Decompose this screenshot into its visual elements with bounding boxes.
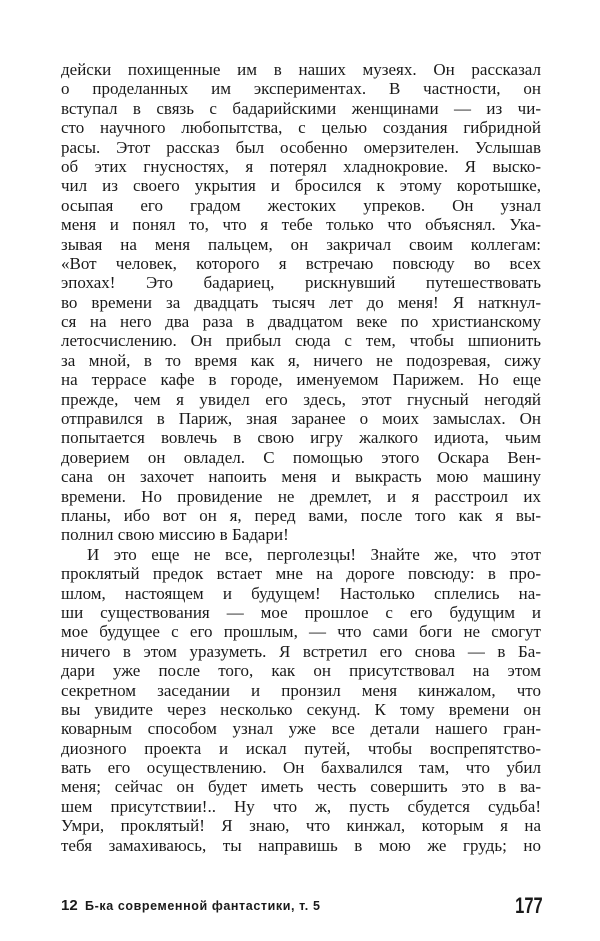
text-line: планы, ибо вот он я, перед вами, после того как я вы- [61, 505, 541, 525]
text-line: времени. Но провидение не дремлет, и я расстроил их [61, 486, 541, 506]
text-line: эпохах! Это бадариец, рискнувший путешествовать [61, 273, 541, 293]
text-line: диозного проекта и искал путей, чтобы воспрепятство- [61, 738, 541, 758]
text-line: ся на него два раза в двадцатом веке по христианскому [61, 312, 541, 332]
text-line: летосчислению. Он прибыл сюда с тем, чтобы шпионить [61, 331, 541, 351]
text-line: попытается вовлечь в свою игру жалкого идиота, чьим [61, 428, 541, 448]
text-line: осыпая его градом жестоких упреков. Он узнал [61, 195, 541, 215]
text-line: секретном заседании и пронзил меня кинжалом, что [61, 680, 541, 700]
text-line: доверием он овладел. С помощью этого Оскара Вен- [61, 447, 541, 467]
text-line: чил из своего укрытия и бросился к этому коротышке, [61, 176, 541, 196]
text-line: отправился в Париж, зная заранее о моих замыслах. Он [61, 409, 541, 429]
text-line: во времени за двадцать тысяч лет до меня! Я наткнул- [61, 292, 541, 312]
text-line: за мной, в то время как я, ничего не подозревая, сижу [61, 350, 541, 370]
text-line: на террасе кафе в городе, именуемом Парижем. Но еще [61, 370, 541, 390]
page-footer [61, 893, 543, 917]
page-number: 177 [515, 893, 543, 918]
text-line: дари уже после того, как он присутствовал на этом [61, 661, 541, 681]
text-line: о проделанных им экспериментах. В частности, он [61, 79, 541, 99]
text-line: меня и понял то, что я тебе только что объяснял. Ука- [61, 215, 541, 235]
text-line: шлом, настоящем и будущем! Настолько сплелись на- [61, 583, 541, 603]
signature-number: 12 [61, 897, 78, 914]
text-line: шем присутствии!.. Ну что ж, пусть сбудется судьба! [61, 796, 541, 816]
page-body-text [61, 60, 541, 855]
text-line: коварным способом узнал уже все детали нашего гран- [61, 719, 541, 739]
text-line: расы. Этот рассказ был особенно омерзителен. Услышав [61, 137, 541, 157]
text-line: проклятый предок встает мне на дороге повсюду: в про- [61, 564, 541, 584]
text-line: мое будущее с его прошлым, — что сами боги не смогут [61, 622, 541, 642]
text-line: дейски похищенные им в наших музеях. Он рассказал [61, 60, 541, 79]
text-line: зывая на меня пальцем, он закричал своим коллегам: [61, 234, 541, 254]
text-line: полнил свою миссию в Бадари! [61, 525, 289, 545]
text-line: тебя замахиваюсь, ты направишь в мою же грудь; но [61, 835, 541, 855]
text-line: вступал в связь с бадарийскими женщинами — из чи- [61, 98, 541, 118]
text-line: ши существования — мое прошлое с его будущим и [61, 602, 541, 622]
text-line: «Вот человек, которого я встречаю повсюду во всех [61, 253, 541, 273]
text-line: сана он захочет напоить меня и выкрасть мою машину [61, 467, 541, 487]
text-line: И это еще не все, перголезцы! Знайте же, что этот [87, 544, 541, 564]
text-line: ничего в этом уразуметь. Я встретил его снова — в Ба- [61, 641, 541, 661]
text-line: вы увидите через несколько секунд. К тому времени он [61, 699, 541, 719]
text-line: сто научного любопытства, с целью создания гибридной [61, 118, 541, 138]
text-line: прежде, чем я увидел его здесь, этот гнусный негодяй [61, 389, 541, 409]
text-line: вать его осуществлению. Он бахвалился там, что убил [61, 758, 541, 778]
signature-text: Б-ка современной фантастики, т. 5 [85, 899, 321, 913]
text-line: об этих гнусностях, я потерял хладнокровие. Я выско- [61, 156, 541, 176]
text-line: меня; сейчас он будет иметь честь совершить это в ва- [61, 777, 541, 797]
text-line: Умри, проклятый! Я знаю, что кинжал, которым я на [61, 816, 541, 836]
